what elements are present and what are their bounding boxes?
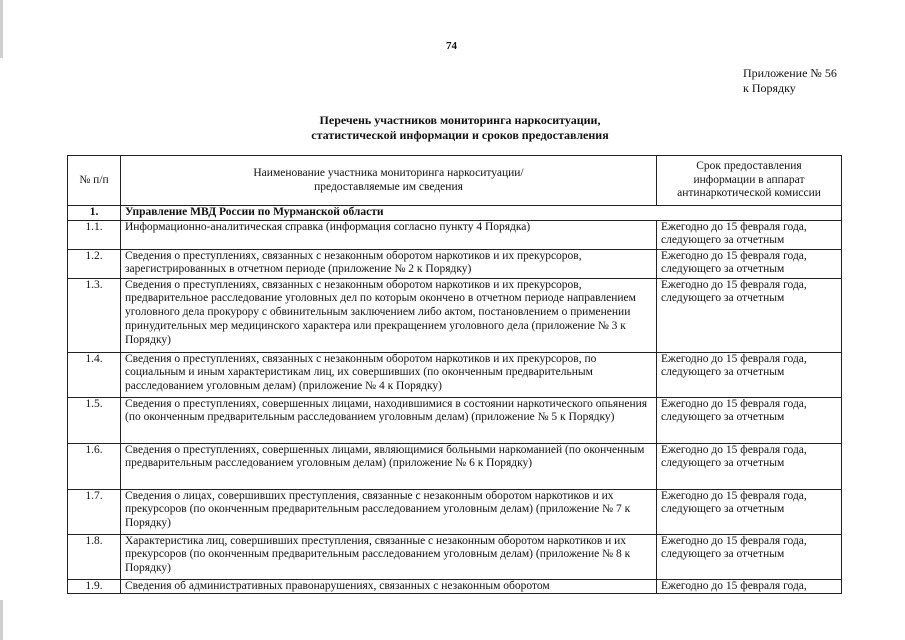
row-deadline: Ежегодно до 15 февраля года, следующего за отчетным [657, 489, 842, 534]
table-row [68, 397, 842, 443]
row-text: Сведения о преступлениях, связанных с незаконным оборотом наркотиков и их прекурсоров, по социальным и иным характеристикам лиц, их совершивших (по оконченным предварительным расследованием уголовным делам) (приложение № 4 к Порядку) [121, 352, 657, 397]
section-num: 1. [68, 206, 121, 221]
row-deadline: Ежегодно до 15 февраля года, следующего за отчетным [657, 352, 842, 397]
row-text: Сведения о лицах, совершивших преступления, связанные с незаконным оборотом наркотиков и их прекурсоров (по оконченным предварительным расследованием уголовным делам) (приложение № 7 к Порядку) [121, 489, 657, 534]
scan-edge-top [0, 0, 3, 58]
table-row [68, 443, 842, 489]
row-text: Характеристика лиц, совершивших преступления, связанные с незаконным оборотом наркотиков и их прекурсоров (по оконченным предварительным расследованием уголовным делам) (приложение № 8 к Порядку) [121, 534, 657, 579]
section-row [68, 206, 842, 221]
table-row [68, 534, 842, 579]
appendix-label [743, 66, 837, 96]
row-deadline: Ежегодно до 15 февраля года, следующего за отчетным [657, 534, 842, 579]
scan-edge-bottom [0, 600, 3, 640]
header-name-line-2: предоставляемые им сведения [314, 180, 463, 193]
page-number: 74 [446, 40, 457, 52]
table-row [68, 249, 842, 278]
table-row [68, 579, 842, 594]
heading-line-1: Перечень участников мониторинга наркоситуации, [319, 113, 601, 127]
row-deadline: Ежегодно до 15 февраля года, следующего за отчетным [657, 220, 842, 249]
document-heading [230, 113, 690, 143]
header-deadline-line-2: информации в аппарат [693, 173, 805, 186]
row-num: 1.6. [68, 443, 121, 489]
header-name [121, 156, 657, 206]
row-text: Сведения о преступлениях, связанных с незаконным оборотом наркотиков и их прекурсоров, зарегистрированных в отчетном периоде (приложение № 2 к Порядку) [121, 249, 657, 278]
row-num: 1.9. [68, 579, 121, 594]
row-num: 1.5. [68, 397, 121, 443]
appendix-line-2: к Порядку [743, 81, 796, 95]
table-row [68, 278, 842, 352]
row-text: Сведения о преступлениях, совершенных лицами, являющимися больными наркоманией (по оконченным предварительным расследованием уголовным делам) (приложение № 6 к Порядку) [121, 443, 657, 489]
row-deadline: Ежегодно до 15 февраля года, следующего за отчетным [657, 278, 842, 352]
row-deadline: Ежегодно до 15 февраля года, следующего за отчетным [657, 249, 842, 278]
row-num: 1.8. [68, 534, 121, 579]
row-deadline: Ежегодно до 15 февраля года, [657, 579, 842, 594]
header-deadline-line-1: Срок предоставления [696, 159, 802, 172]
row-num: 1.4. [68, 352, 121, 397]
table-row [68, 220, 842, 249]
row-text: Сведения о преступлениях, совершенных лицами, находившимися в состоянии наркотического опьянения (по оконченным предварительным расследованием уголовным делам) (приложение № 5 к Порядку) [121, 397, 657, 443]
row-num: 1.3. [68, 278, 121, 352]
table-row [68, 352, 842, 397]
participants-table [67, 155, 842, 594]
row-num: 1.2. [68, 249, 121, 278]
row-num: 1.1. [68, 220, 121, 249]
header-deadline-line-3: антинаркотической комиссии [677, 187, 821, 200]
row-num: 1.7. [68, 489, 121, 534]
row-text: Сведения об административных правонарушениях, связанных с незаконным оборотом [121, 579, 657, 594]
header-deadline [657, 156, 842, 206]
row-deadline: Ежегодно до 15 февраля года, следующего за отчетным [657, 443, 842, 489]
heading-line-2: статистической информации и сроков предоставления [311, 128, 609, 142]
header-num: № п/п [68, 156, 121, 206]
table-header-row [68, 156, 842, 206]
row-text: Сведения о преступлениях, связанных с незаконным оборотом наркотиков и их прекурсоров, предварительное расследование уголовных дел по которым окончено в отчетном периоде направлением уголовного дела прокурору с обвинительным заключением либо актом, постановлением о применении принудительных мер медицинского характера или прекращением уголовного дела (приложение № 3 к Порядку) [121, 278, 657, 352]
appendix-line-1: Приложение № 56 [743, 66, 837, 80]
table-row [68, 489, 842, 534]
section-title: Управление МВД России по Мурманской области [121, 206, 842, 221]
row-text: Информационно-аналитическая справка (информация согласно пункту 4 Порядка) [121, 220, 657, 249]
row-deadline: Ежегодно до 15 февраля года, следующего за отчетным [657, 397, 842, 443]
header-name-line-1: Наименование участника мониторинга наркоситуации/ [253, 166, 524, 179]
